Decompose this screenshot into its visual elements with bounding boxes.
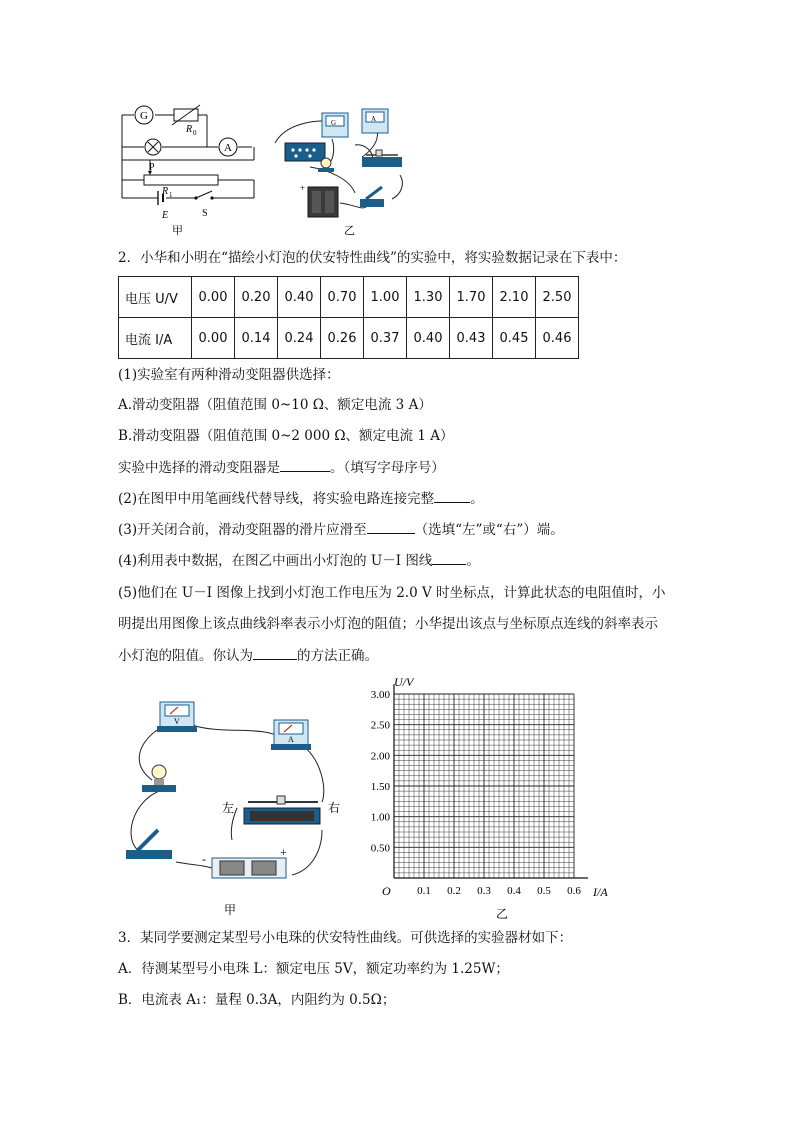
question-3-stem: 3．某同学要测定某型号小电珠的伏安特性曲线。可供选择的实验器材如下： xyxy=(118,930,573,946)
r0-sub: 0 xyxy=(193,129,197,137)
table-row xyxy=(119,277,579,318)
galvanometer-label: G xyxy=(140,110,148,122)
figure-1-circuit xyxy=(100,95,420,240)
part-4-text: (4)利用表中数据，在图乙中画出小灯泡的 U－I 图线 xyxy=(118,553,433,569)
x-tick-label: 0.1 xyxy=(417,885,431,897)
part-5-line-2: 明提出用图像上该点曲线斜率表示小灯泡的阻值；小华提出该点与坐标原点连线的斜率表示 xyxy=(118,616,658,632)
r0-label: R xyxy=(186,124,193,135)
y-tick-label: 0.50 xyxy=(370,842,390,855)
part-4-line xyxy=(118,552,480,570)
answer-blank[interactable] xyxy=(432,552,466,565)
q3-option-b: B．电流表 A₁：量程 0.3A，内阻约为 0.5Ω； xyxy=(118,992,396,1008)
table-cell: 0.20 xyxy=(235,277,278,318)
answer-blank[interactable] xyxy=(434,490,470,503)
origin-label: O xyxy=(382,884,391,898)
part-2-suffix: 。 xyxy=(470,491,484,507)
table-cell: 0.14 xyxy=(235,318,278,359)
rheostat-right-label: 右 xyxy=(328,801,341,815)
x-tick-label: 0.3 xyxy=(477,885,491,897)
figure-2-caption-left: 甲 xyxy=(224,903,237,917)
table-cell: 0.45 xyxy=(493,318,536,359)
table-cell: 0.40 xyxy=(407,318,450,359)
emf-label: E xyxy=(162,210,169,221)
x-tick-label: 0.2 xyxy=(447,885,461,897)
table-row xyxy=(119,318,579,359)
x-tick-label: 0.5 xyxy=(537,885,551,897)
table-cell: 0.00 xyxy=(192,318,235,359)
y-axis-label: U/V xyxy=(394,675,414,689)
current-row-label: 电流 I/A xyxy=(119,318,192,359)
switch-label: S xyxy=(202,208,208,219)
part-3-text: (3)开关闭合前，滑动变阻器的滑片应滑至 xyxy=(118,522,367,538)
answer-blank[interactable] xyxy=(280,459,330,472)
part-4-suffix: 。 xyxy=(466,553,480,569)
grid-lines xyxy=(394,694,574,878)
table-cell: 0.70 xyxy=(321,277,364,318)
part-3-suffix: （选填“左”或“右”）端。 xyxy=(414,522,564,538)
part-1-answer-prefix: 实验中选择的滑动变阻器是 xyxy=(118,460,280,476)
y-tick-label: 3.00 xyxy=(370,689,390,701)
part-5-text: 小灯泡的阻值。你认为 xyxy=(118,648,253,664)
option-b: B.滑动变阻器（阻值范围 0~2 000 Ω、额定电流 1 A） xyxy=(118,428,454,444)
answer-blank[interactable] xyxy=(367,521,415,534)
part-1-answer-suffix: 。（填写字母序号） xyxy=(330,460,445,476)
battery-plus-label: + xyxy=(300,183,306,193)
table-cell: 0.26 xyxy=(321,318,364,359)
part-2-text: (2)在图甲中用笔画线代替导线，将实验电路连接完整 xyxy=(118,491,435,507)
table-cell: 1.70 xyxy=(450,277,493,318)
y-tick-label: 2.00 xyxy=(370,750,390,763)
table-cell: 1.00 xyxy=(364,277,407,318)
rheostat-left-label: 左 xyxy=(222,801,235,815)
part-1-answer-line xyxy=(118,459,445,477)
table-cell: 0.43 xyxy=(450,318,493,359)
slider-p-label: P xyxy=(149,162,155,173)
tick-labels xyxy=(371,689,582,897)
q3-option-a: A．待测某型号小电珠 L：额定电压 5V，额定功率约为 1.25W； xyxy=(118,961,509,977)
table-cell: 0.40 xyxy=(278,277,321,318)
part-5-line-3 xyxy=(118,647,378,665)
question-2-stem: 2．小华和小明在“描绘小灯泡的伏安特性曲线”的实验中，将实验数据记录在下表中： xyxy=(118,250,627,266)
x-tick-label: 0.6 xyxy=(567,885,581,897)
y-tick-label: 2.50 xyxy=(370,719,390,732)
voltmeter-label: V xyxy=(174,717,180,726)
data-table xyxy=(118,276,579,359)
figure-2-apparatus xyxy=(112,690,352,922)
option-a: A.滑动变阻器（阻值范围 0~10 Ω、额定电流 3 A） xyxy=(118,397,432,413)
table-cell: 1.30 xyxy=(407,277,450,318)
voltage-row-label: 电压 U/V xyxy=(119,277,192,318)
part-3-line xyxy=(118,521,564,539)
part-2-line xyxy=(118,490,484,508)
part-1-text: (1)实验室有两种滑动变阻器供选择： xyxy=(118,367,340,383)
r1-label: R xyxy=(162,186,169,197)
y-tick-label: 1.50 xyxy=(370,781,390,793)
table-cell: 2.10 xyxy=(493,277,536,318)
table-cell: 0.24 xyxy=(278,318,321,359)
figure-1-caption-right: 乙 xyxy=(344,225,355,237)
x-axis-label: I/A xyxy=(593,885,608,899)
battery-minus-label: - xyxy=(202,852,206,866)
table-cell: 0.46 xyxy=(536,318,579,359)
answer-blank[interactable] xyxy=(253,647,297,660)
table-cell: 2.50 xyxy=(536,277,579,318)
apparatus-a-label: A xyxy=(371,115,377,123)
table-cell: 0.00 xyxy=(192,277,235,318)
figure-2-caption-right: 乙 xyxy=(496,907,509,921)
ammeter-label-2: A xyxy=(288,735,294,744)
figure-2-grid xyxy=(360,672,622,922)
part-5-line-1: (5)他们在 U－I 图像上找到小灯泡工作电压为 2.0 V 时坐标点，计算此状态的电阻值时，小 xyxy=(118,585,666,601)
apparatus-g-label: G xyxy=(331,119,337,127)
x-tick-label: 0.4 xyxy=(507,885,521,897)
table-cell: 0.37 xyxy=(364,318,407,359)
battery-plus-label-2: + xyxy=(280,845,287,859)
ammeter-label: A xyxy=(224,142,232,154)
y-tick-label: 1.00 xyxy=(370,811,390,824)
part-5-suffix: 的方法正确。 xyxy=(297,648,378,664)
r1-sub: 1 xyxy=(169,191,173,199)
figure-1-caption-left: 甲 xyxy=(172,225,183,237)
